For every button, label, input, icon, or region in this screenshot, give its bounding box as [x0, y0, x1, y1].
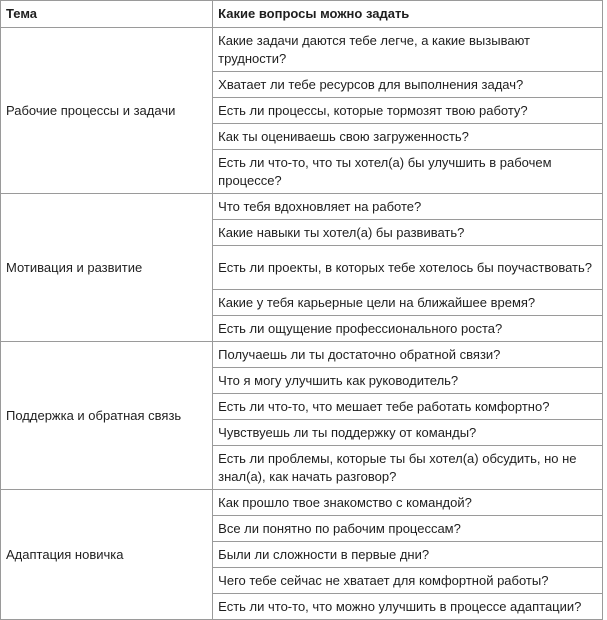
topic-cell: Адаптация новичка: [1, 490, 213, 620]
question-cell: Есть ли процессы, которые тормозят твою работу?: [213, 98, 603, 124]
topic-cell: Рабочие процессы и задачи: [1, 28, 213, 194]
question-cell: Есть ли что-то, что можно улучшить в процессе адаптации?: [213, 594, 603, 620]
question-cell: Какие задачи даются тебе легче, а какие вызывают трудности?: [213, 28, 603, 72]
question-cell: Были ли сложности в первые дни?: [213, 542, 603, 568]
question-cell: Есть ли проекты, в которых тебе хотелось бы поучаствовать?: [213, 246, 603, 290]
table-row: [1, 28, 603, 72]
header-topic: Тема: [1, 1, 213, 28]
question-cell: Какие навыки ты хотел(а) бы развивать?: [213, 220, 603, 246]
header-row: [1, 1, 603, 28]
table-row: [1, 342, 603, 368]
question-cell: Как прошло твое знакомство с командой?: [213, 490, 603, 516]
question-cell: Есть ли что-то, что ты хотел(а) бы улучшить в рабочем процессе?: [213, 150, 603, 194]
question-cell: Чувствуешь ли ты поддержку от команды?: [213, 420, 603, 446]
question-cell: Есть ли проблемы, которые ты бы хотел(а) обсудить, но не знал(а), как начать разговор?: [213, 446, 603, 490]
question-cell: Чего тебе сейчас не хватает для комфортной работы?: [213, 568, 603, 594]
question-cell: Как ты оцениваешь свою загруженность?: [213, 124, 603, 150]
question-cell: Все ли понятно по рабочим процессам?: [213, 516, 603, 542]
question-cell: Получаешь ли ты достаточно обратной связи?: [213, 342, 603, 368]
question-cell: Что я могу улучшить как руководитель?: [213, 368, 603, 394]
topic-cell: Поддержка и обратная связь: [1, 342, 213, 490]
question-cell: Хватает ли тебе ресурсов для выполнения задач?: [213, 72, 603, 98]
topic-cell: Мотивация и развитие: [1, 194, 213, 342]
question-cell: Что тебя вдохновляет на работе?: [213, 194, 603, 220]
header-questions: Какие вопросы можно задать: [213, 1, 603, 28]
question-cell: Есть ли ощущение профессионального роста?: [213, 316, 603, 342]
table-row: [1, 194, 603, 220]
question-cell: Какие у тебя карьерные цели на ближайшее время?: [213, 290, 603, 316]
table-row: [1, 490, 603, 516]
question-cell: Есть ли что-то, что мешает тебе работать комфортно?: [213, 394, 603, 420]
